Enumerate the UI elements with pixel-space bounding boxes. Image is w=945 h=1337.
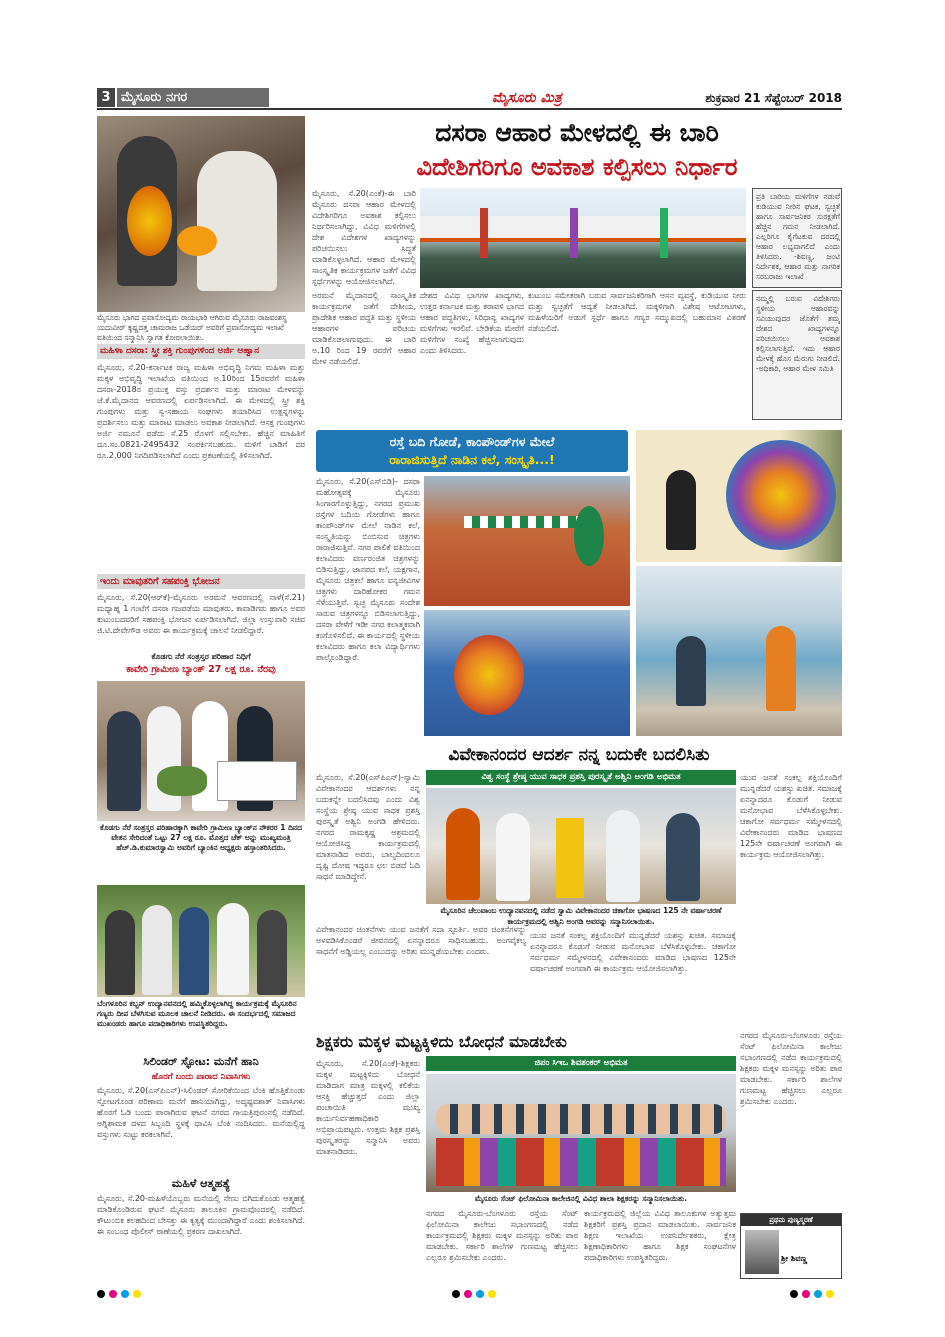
story-8-body-4: ಯುವ ಜನತೆ ಸಂಕಲ್ಪ ಶಕ್ತಿಯೊಂದಿಗೆ ಮುನ್ನಡೆದರೆ ಯಶಸ್ಸು ಖಚಿತ. ಸಮಾಜಕ್ಕೆ ಏನನ್ನಾದರೂ ಕೊಡುಗೆ ನೀಡುವ ಮನೋಭಾವ ಬೆಳೆಸಿಕೊಳ್ಳಬೇಕು. ಚಿಕಾಗೋ ಸರ್ವಧರ್ಮ ಸಮ್ಮೇಳನದಲ್ಲಿ ವಿವೇಕಾನಂದರು ಮಾಡಿದ ಭಾಷಣದ 125ನೇ ವರ್ಷಾಚರಣೆ ಅಂಗವಾಗಿ ಈ ಕಾರ್ಯಕ್ರಮ ಆಯೋಜಿಸಲಾಗಿತ್ತು. — [740, 773, 842, 859]
left-photo-1 — [97, 116, 305, 312]
registration-dot — [790, 1290, 798, 1298]
left-photo-2 — [97, 681, 305, 821]
lead-body-1: ಮೈಸೂರು, ಸೆ.20(ಎಂಕೆ)-ಈ ಬಾರಿ ಮೈಸೂರು ದಸರಾ ಆಹಾರ ಮೇಳದಲ್ಲಿ ವಿದೇಶಿಗರಿಗೂ ಅವಕಾಶ ಕಲ್ಪಿಸಲು ನಿರ್ಧರಿಸಲಾಗಿದ್ದು, ವಿವಿಧ ಮಳಿಗೆಗಳಲ್ಲಿ ದೇಶ ವಿದೇಶಗಳ ಖಾದ್ಯಗಳನ್ನು ಪರಿಚಯಿಸಲು ಸಿದ್ಧತೆ ಮಾಡಿಕೊಳ್ಳಲಾಗಿದೆ. ಆಹಾರ ಮೇಳದಲ್ಲಿ ಸಾಂಸ್ಕೃತಿಕ ಕಾರ್ಯಕ್ರಮಗಳ ಜತೆಗೆ ವಿವಿಧ ಸ್ಪರ್ಧೆಗಳನ್ನು ಆಯೋಜಿಸಲಾಗಿದೆ. — [312, 189, 416, 286]
story-3-body: ಮೈಸೂರು, ಸೆ.20(ಆರ್‌ಕೆ)-ಮೈಸೂರು ಅರಮನೆ ಆವರಣದಲ್ಲಿ ನಾಳೆ(ಸೆ.21) ಮಧ್ಯಾಹ್ನ 1 ಗಂಟೆಗೆ ದಸರಾ ಗಜಪಡೆಯ ಮಾವುತರು, ಕಾವಾಡಿಗರು ಹಾಗೂ ಅವರ ಕುಟುಂಬದವರಿಗೆ ಸಹಪಂಕ್ತಿ ಭೋಜನ ಏರ್ಪಡಿಸಲಾಗಿದೆ. ಜಿಲ್ಲಾ ಉಸ್ತುವಾರಿ ಸಚಿವ ಜಿ.ಟಿ.ದೇವೇಗೌಡ ಅವರು ಈ ಕಾರ್ಯಕ್ರಮಕ್ಕೆ ಚಾಲನೆ ನೀಡಲಿದ್ದಾರೆ. — [97, 593, 305, 635]
story-9-body-1: ಮೈಸೂರು, ಸೆ.20(ಎಂಕೆ)-ಶಿಕ್ಷಕರು ಮಕ್ಕಳ ಮಟ್ಟಕ್ಕಿಳಿದು ಬೋಧನೆ ಮಾಡಿದಾಗ ಮಾತ್ರ ಮಕ್ಕಳಲ್ಲಿ ಕಲಿಕೆಯ ಆಸಕ್ತಿ ಹೆಚ್ಚುತ್ತದೆ ಎಂದು ಜಿಲ್ಲಾ ಪಂಚಾಯಿತಿ ಮುಖ್ಯ ಕಾರ್ಯನಿರ್ವಹಣಾಧಿಕಾರಿ ಅಭಿಪ್ರಾಯಪಟ್ಟರು. ಉತ್ತಮ ಶಿಕ್ಷಕ ಪ್ರಶಸ್ತಿ ಪುರಸ್ಕೃತರನ್ನು ಸನ್ಮಾನಿಸಿ ಅವರು ಮಾತನಾಡಿದರು. — [316, 1059, 420, 1156]
story-9-photo — [426, 1074, 736, 1192]
story-9-subhead: ಜಿಪಂ ಸಿಇಒ ಶಿವಶಂಕರ್ ಅಭಿಮತ — [426, 1056, 736, 1071]
story-5-headline: ಸಿಲಿಂಡರ್ ಸ್ಫೋಟ: ಮನೆಗೆ ಹಾನಿ — [143, 1055, 259, 1068]
story-7-headline-2: ರಾರಾಜಿಸುತ್ತಿದೆ ನಾಡಿನ ಕಲೆ, ಸಂಸ್ಕೃತಿ...! — [389, 452, 555, 467]
story-7-banner — [316, 430, 628, 472]
story-2-headline: ಮಹಿಳಾ ದಸರಾ: ಸ್ತ್ರೀ ಶಕ್ತಿ ಗುಂಪುಗಳಿಂದ ಅರ್ಜಿ ಆಹ್ವಾನ — [97, 344, 305, 359]
story-7-body: ಮೈಸೂರು, ಸೆ.20(ಎಸ್‌ಬಿಡಿ)- ದಸರಾ ಮಹೋತ್ಸವಕ್ಕೆ ಮೈಸೂರು ಸಿಂಗಾರಗೊಳ್ಳುತ್ತಿದ್ದು, ನಗರದ ಪ್ರಮುಖ ರಸ್ತೆಗಳ ಬದಿಯ ಗೋಡೆಗಳು ಹಾಗೂ ಕಾಂಪೌಂಡ್‌ಗಳ ಮೇಲೆ ನಾಡಿನ ಕಲೆ, ಸಂಸ್ಕೃತಿಯನ್ನು ಬಿಂಬಿಸುವ ಚಿತ್ರಗಳು ರಾರಾಜಿಸುತ್ತಿವೆ. ನಗರ ಪಾಲಿಕೆ ವತಿಯಿಂದ ಕಲಾವಿದರು ವರ್ಣರಂಜಿತ ಚಿತ್ರಗಳನ್ನು ಬಿಡಿಸುತ್ತಿದ್ದು, ಜಾನಪದ ಕಲೆ, ಯಕ್ಷಗಾನ, ಮೈಸೂರು ಚಿತ್ರಕಲೆ ಹಾಗೂ ವನ್ಯಜೀವಿಗಳ ಚಿತ್ರಗಳು ದಾರಿಹೋಕರ ಗಮನ ಸೆಳೆಯುತ್ತಿವೆ. ಸ್ವಚ್ಛ ಮೈಸೂರು ಸಂದೇಶ ಸಾರುವ ಚಿತ್ರಗಳನ್ನೂ ಬಿಡಿಸಲಾಗುತ್ತಿದ್ದು, ದಸರಾ ವೇಳೆಗೆ ಇಡೀ ನಗರ ಕಲಾತ್ಮಕವಾಗಿ ಕಂಗೊಳಿಸಲಿದೆ. ಈ ಕಾರ್ಯದಲ್ಲಿ ಸ್ಥಳೀಯ ಕಲಾವಿದರು ಹಾಗೂ ಕಲಾ ವಿದ್ಯಾರ್ಥಿಗಳು ಪಾಲ್ಗೊಂಡಿದ್ದಾರೆ. — [316, 477, 420, 662]
masthead: ಮೈಸೂರು ಮಿತ್ರ — [492, 90, 562, 106]
lead-box-1 — [752, 188, 842, 288]
story-4-caption: ಕೊಡಗು ನೆರೆ ಸಂತ್ರಸ್ತರ ಪರಿಹಾರಕ್ಕಾಗಿ ಕಾವೇರಿ ಗ್ರಾಮೀಣ ಬ್ಯಾಂಕ್‌ನ ನೌಕರರ 1 ದಿನದ ವೇತನ ಸೇರಿದಂತೆ ಒಟ್ಟು 27 ಲಕ್ಷ ರೂ. ಮೊತ್ತದ ಚೆಕ್ ಅನ್ನು ಮುಖ್ಯಮಂತ್ರಿ ಹೆಚ್.ಡಿ.ಕುಮಾರಸ್ವಾಮಿ ಅವರಿಗೆ ಬ್ಯಾಂಕಿನ ಅಧ್ಯಕ್ಷರು ಹಸ್ತಾಂತರಿಸಿದರು. — [100, 823, 302, 852]
story-8-subhead: ವಿಶ್ವ ಸಂಸ್ಥೆ ಶ್ರೇಷ್ಠ ಯುವ ಸಾಧಕ ಪ್ರಶಸ್ತಿ ಪುರಸ್ಕೃತೆ ಅಶ್ವಿನಿ ಅಂಗಡಿ ಅಭಿಮತ — [426, 770, 736, 785]
story-6-body: ಮೈಸೂರು, ಸೆ.20-ಮಹಿಳೆಯೊಬ್ಬರು ಮನೆಯಲ್ಲಿ ನೇಣು ಬಿಗಿದುಕೊಂಡು ಆತ್ಮಹತ್ಯೆ ಮಾಡಿಕೊಂಡಿರುವ ಘಟನೆ ಮೈಸೂರು ತಾಲೂಕಿನ ಗ್ರಾಮವೊಂದರಲ್ಲಿ ನಡೆದಿದೆ. ಕೌಟುಂಬಿಕ ಕಲಹದಿಂದ ಬೇಸತ್ತು ಈ ಕೃತ್ಯಕ್ಕೆ ಮುಂದಾಗಿದ್ದಾರೆ ಎಂದು ಶಂಕಿಸಲಾಗಿದೆ. ಈ ಸಂಬಂಧ ಪೊಲೀಸ್ ಠಾಣೆಯಲ್ಲಿ ಪ್ರಕರಣ ದಾಖಲಾಗಿದೆ. — [97, 1194, 305, 1236]
story-4-kicker: ಕೊಡಗು ನೆರೆ ಸಂತ್ರಸ್ತರ ಪರಿಹಾರ ನಿಧಿಗೆ — [151, 652, 251, 661]
lead-body-3: ದೇಶದ ವಿವಿಧ ಭಾಗಗಳ ಖಾದ್ಯಗಳು, ಉತ್ತರ ಕರ್ನಾಟಕ ಮತ್ತು ಕರಾವಳಿ ಭಾಗದ ಆಹಾರ ಪದ್ಧತಿಗಳು, ಸಿರಿಧಾನ್ಯ ಖಾದ್ಯಗಳ ಮಳಿಗೆಗಳು ಇರಲಿವೆ. ಬೇಡಿಕೆಯ ಮೇರೆಗೆ ಮಳಿಗೆಗಳ ಸಂಖ್ಯೆ ಹೆಚ್ಚಿಸಲಾಗುವುದು ಎಂದು ತಿಳಿಸಿದರು. — [420, 291, 524, 355]
page-number-badge — [97, 88, 115, 107]
page-number: 3 — [101, 90, 111, 105]
lead-body-4: ಕುಟುಂಬ ಸಮೇತರಾಗಿ ಬರುವ ಸಾರ್ವಜನಿಕರಿಗಾಗಿ ಆಸನ ವ್ಯವಸ್ಥೆ, ಕುಡಿಯುವ ನೀರು ಮತ್ತು ಸ್ವಚ್ಛತೆಗೆ ಆದ್ಯತೆ ನೀಡಲಾಗಿದೆ. ಮಕ್ಕಳಿಗಾಗಿ ವಿಶೇಷ ಆಟೋಟಗಳು, ಮಹಿಳೆಯರಿಗೆ ಅಡುಗೆ ಸ್ಪರ್ಧೆ ಹಾಗೂ ಗಣ್ಯರ ಸಮ್ಮುಖದಲ್ಲಿ ಬಹುಮಾನ ವಿತರಣೆ ನಡೆಯಲಿದೆ. — [528, 291, 746, 333]
registration-marks-bottom-left — [97, 1290, 157, 1300]
wall-art-photo-3 — [424, 610, 630, 736]
registration-dot — [802, 1290, 810, 1298]
left-photo-1-caption: ಮೈಸೂರು ಭಾಗದ ಪ್ರವಾಸೋದ್ಯಮ ರಾಯಭಾರಿ ಆಗಿರುವ ಮೈಸೂರು ರಾಜವಂಶಸ್ಥ ಯದುವೀರ್ ಕೃಷ್ಣದತ್ತ ಚಾಮರಾಜ ಒಡೆಯರ್ ಅವರಿಗೆ ಪ್ರವಾಸೋದ್ಯಮ ಇಲಾಖೆ ವತಿಯಿಂದ ಸನ್ಮಾನಿಸಿ ಸ್ವಾಗತ ಕೋರಲಾಯಿತು. — [97, 313, 287, 342]
obituary-title: ಪ್ರಥಮ ಪುಣ್ಯಸ್ಮರಣೆ — [741, 1214, 841, 1226]
left-photo-3-caption: ಬೆಂಗಳೂರಿನ ಕಬ್ಬನ್ ಉದ್ಯಾನವನದಲ್ಲಿ ಹಮ್ಮಿಕೊಳ್ಳಲಾಗಿದ್ದ ಕಾರ್ಯಕ್ರಮಕ್ಕೆ ಮೈಸೂರಿನ ಗಣ್ಯರು ದೀಪ ಬೆಳಗಿಸುವ ಮೂಲಕ ಚಾಲನೆ ನೀಡಿದರು. ಈ ಸಂದರ್ಭದಲ್ಲಿ ಸಮಾಜದ ಮುಖಂಡರು ಹಾಗೂ ಪದಾಧಿಕಾರಿಗಳು ಉಪಸ್ಥಿತರಿದ್ದರು. — [97, 999, 297, 1028]
lead-body-2: ಅರಮನೆ ಮೈದಾನದಲ್ಲಿ ಸಾಂಸ್ಕೃತಿಕ ಕಾರ್ಯಕ್ರಮಗಳ ಜತೆಗೆ ದೇಶೀಯ, ಪ್ರಾದೇಶಿಕ ಆಹಾರ ಪದ್ಧತಿ ಮತ್ತು ಸ್ಥಳೀಯ ಆಹಾರಗಳ ಪರಿಚಯ ಮಾಡಿಕೊಡಲಾಗುವುದು. ಈ ಬಾರಿ ಅ.10 ರಿಂದ 19 ರವರೆಗೆ ಆಹಾರ ಮೇಳ ನಡೆಯಲಿದೆ. — [312, 291, 416, 366]
registration-dot — [121, 1290, 129, 1298]
left-photo-3 — [97, 885, 305, 997]
obituary-box — [740, 1213, 842, 1279]
story-8-photo — [426, 788, 736, 904]
story-8-body-2: ವಿವೇಕಾನಂದರ ಚಿಂತನೆಗಳು ಯುವ ಜನತೆಗೆ ಸದಾ ಸ್ಫೂರ್ತಿ. ಅವರ ಚಿಂತನೆಗಳನ್ನು ಅಳವಡಿಸಿಕೊಂಡರೆ ಜೀವನದಲ್ಲಿ ಏನನ್ನಾದರೂ ಸಾಧಿಸಬಹುದು. ಅಂಗವೈಕಲ್ಯ ಸಾಧನೆಗೆ ಅಡ್ಡಿಯಲ್ಲ ಎಂಬುದನ್ನು ಅರಿತು ಮುನ್ನಡೆಯಬೇಕು ಎಂದರು. — [316, 925, 526, 956]
registration-dot — [452, 1290, 460, 1298]
story-9-caption: ಮೈಸೂರು ಸೆಂಟ್ ಫಿಲೋಮಿನಾ ಕಾಲೇಜಿನಲ್ಲಿ ವಿವಿಧ ಶಾಲಾ ಶಿಕ್ಷಕರನ್ನು ಸನ್ಮಾನಿಸಲಾಯಿತು. — [474, 1194, 688, 1203]
registration-dot — [109, 1290, 117, 1298]
registration-dot — [488, 1290, 496, 1298]
story-3-headline: ಇಂದು ಮಾವುತರಿಗೆ ಸಹಪಂಕ್ತಿ ಭೋಜನ — [97, 574, 305, 589]
story-7-headline: ರಸ್ತೆ ಬದಿ ಗೋಡೆ, ಕಾಂಪೌಂಡ್‌ಗಳ ಮೇಲೆ — [389, 434, 555, 449]
story-8-headline: ವಿವೇಕಾನಂದರ ಆದರ್ಶ ನನ್ನ ಬದುಕೇ ಬದಲಿಸಿತು — [448, 745, 710, 765]
registration-dot — [814, 1290, 822, 1298]
story-2-body: ಮೈಸೂರು, ಸೆ.20-ಕರ್ನಾಟಕ ರಾಜ್ಯ ಮಹಿಳಾ ಅಭಿವೃದ್ಧಿ ನಿಗಮ ಮಹಿಳಾ ಮತ್ತು ಮಕ್ಕಳ ಅಭಿವೃದ್ಧಿ ಇಲಾಖೆಯ ವತಿಯಿಂದ ಅ.10ರಿಂದ 15ರವರೆಗೆ ಮಹಿಳಾ ದಸರಾ-2018ರ ಪ್ರಯುಕ್ತ ವಸ್ತು ಪ್ರದರ್ಶನ ಮತ್ತು ಮಾರಾಟ ಮೇಳವನ್ನು ಜೆ.ಕೆ.ಮೈದಾನದ ಆವರಣದಲ್ಲಿ ಏರ್ಪಡಿಸಲಾಗಿದೆ. ಈ ಮೇಳದಲ್ಲಿ ಸ್ತ್ರೀ ಶಕ್ತಿ ಗುಂಪುಗಳು ಮತ್ತು ಸ್ವ-ಸಹಾಯ ಸಂಘಗಳು ತಯಾರಿಸಿದ ಉತ್ಪನ್ನಗಳನ್ನು ಪ್ರದರ್ಶಿಸಲು ಮತ್ತು ಮಾರಾಟ ಮಾಡಲು ಅವಕಾಶ ನೀಡಲಾಗಿದೆ. ಆಸಕ್ತ ಗುಂಪುಗಳು ಅರ್ಜಿ ನಮೂನೆ ಪಡೆದು ಸೆ.25 ರೊಳಗೆ ಸಲ್ಲಿಸಬೇಕು. ಹೆಚ್ಚಿನ ಮಾಹಿತಿಗೆ ದೂ.ಸಂ.0821-2495432 ಸಂಪರ್ಕಿಸಬಹುದು. ಮಳಿಗೆ ಬಾಡಿಗೆ ದರ ರೂ.2,000 ನಿಗದಿಪಡಿಸಲಾಗಿದೆ ಎಂದು ಪ್ರಕಟಣೆಯಲ್ಲಿ ತಿಳಿಸಲಾಗಿದೆ. — [97, 363, 305, 460]
page-header — [97, 86, 842, 110]
story-4-headline: ಕಾವೇರಿ ಗ್ರಾಮೀಣ ಬ್ಯಾಂಕ್ 27 ಲಕ್ಷ ರೂ. ನೆರವು — [126, 664, 276, 675]
registration-marks-bottom-right — [790, 1290, 850, 1300]
registration-dot — [476, 1290, 484, 1298]
story-9-body-2: ನಗರದ ಮೈಸೂರು-ಬೆಂಗಳೂರು ರಸ್ತೆಯ ಸೆಂಟ್ ಫಿಲೋಮಿನಾ ಕಾಲೇಜು ಸಭಾಂಗಣದಲ್ಲಿ ನಡೆದ ಕಾರ್ಯಕ್ರಮದಲ್ಲಿ ಶಿಕ್ಷಕರು ಮಕ್ಕಳ ಮನಸ್ಸನ್ನು ಅರಿತು ಪಾಠ ಮಾಡಬೇಕು. ಸರ್ಕಾರಿ ಶಾಲೆಗಳ ಗುಣಮಟ್ಟ ಹೆಚ್ಚಿಸಲು ಎಲ್ಲರೂ ಶ್ರಮಿಸಬೇಕು ಎಂದರು. — [426, 1209, 578, 1262]
registration-dot — [133, 1290, 141, 1298]
wall-art-photo-1 — [636, 430, 842, 562]
registration-dot — [826, 1290, 834, 1298]
story-8-caption: ಮೈಸೂರಿನ ಚೆಲುವಾಂಬ ಉದ್ಯಾನವನದಲ್ಲಿ ನಡೆದ ಸ್ವಾಮಿ ವಿವೇಕಾನಂದರ ಚಿಕಾಗೋ ಭಾಷಣದ 125 ನೇ ವರ್ಷಾಚರಣೆ ಕಾರ್ಯಕ್ರಮದಲ್ಲಿ ಅಶ್ವಿನಿ ಅಂಗಡಿ ಅವರನ್ನು ಸನ್ಮಾನಿಸಲಾಯಿತು. — [440, 906, 722, 926]
wall-art-photo-2 — [424, 476, 630, 606]
story-8-body-1: ಮೈಸೂರು, ಸೆ.20(ಎಸ್‌ಪಿಎನ್)-ಸ್ವಾಮಿ ವಿವೇಕಾನಂದರ ಆದರ್ಶಗಳು ನನ್ನ ಬದುಕನ್ನೇ ಬದಲಿಸಿದವು ಎಂದು ವಿಶ್ವ ಸಂಸ್ಥೆಯ ಶ್ರೇಷ್ಠ ಯುವ ಸಾಧಕ ಪ್ರಶಸ್ತಿ ಪುರಸ್ಕೃತೆ ಅಶ್ವಿನಿ ಅಂಗಡಿ ಹೇಳಿದರು. ನಗರದ ರಾಮಕೃಷ್ಣ ಆಶ್ರಮದಲ್ಲಿ ಆಯೋಜಿಸಿದ್ದ ಕಾರ್ಯಕ್ರಮದಲ್ಲಿ ಮಾತನಾಡಿದ ಅವರು, ಬಾಲ್ಯದಿಂದಲೂ ದೃಷ್ಟಿ ದೋಷ ಇದ್ದರೂ ಛಲ ಬಿಡದೆ ಓದಿ ಸಾಧನೆ ಮಾಡಿದ್ದೇನೆ. — [316, 773, 420, 881]
story-9-headline: ಶಿಕ್ಷಕರು ಮಕ್ಕಳ ಮಟ್ಟಕ್ಕಿಳಿದು ಬೋಧನೆ ಮಾಡಬೇಕು — [316, 1033, 567, 1051]
registration-dot — [97, 1290, 105, 1298]
wall-art-photo-4 — [636, 566, 842, 736]
obituary-photo — [745, 1230, 779, 1274]
story-5-subhead: ಹೊರಗೆ ಬಂದು ಪಾರಾದ ನಿವಾಸಿಗಳು — [151, 1072, 251, 1082]
story-8-body-3: ಯುವ ಜನತೆ ಸಂಕಲ್ಪ ಶಕ್ತಿಯೊಂದಿಗೆ ಮುನ್ನಡೆದರೆ ಯಶಸ್ಸು ಖಚಿತ. ಸಮಾಜಕ್ಕೆ ಏನನ್ನಾದರೂ ಕೊಡುಗೆ ನೀಡುವ ಮನೋಭಾವ ಬೆಳೆಸಿಕೊಳ್ಳಬೇಕು. ಚಿಕಾಗೋ ಸರ್ವಧರ್ಮ ಸಮ್ಮೇಳನದಲ್ಲಿ ವಿವೇಕಾನಂದರು ಮಾಡಿದ ಭಾಷಣದ 125ನೇ ವರ್ಷಾಚರಣೆ ಅಂಗವಾಗಿ ಈ ಕಾರ್ಯಕ್ರಮ ಆಯೋಜಿಸಲಾಗಿತ್ತು. — [530, 931, 736, 973]
lead-box-1-text: ಪ್ರತಿ ಬಾರಿಯ ಮಳಿಗೆಗಳ ನಡುವೆ ಕುಡಿಯುವ ನೀರಿನ ಘಟಕ, ಸ್ವಚ್ಛತೆ ಹಾಗೂ ಸಾರ್ವಜನಿಕರ ಸುರಕ್ಷತೆಗೆ ಹೆಚ್ಚಿನ ಗಮನ ನೀಡಲಾಗಿದೆ. ಎಲ್ಲರಿಗೂ ಕೈಗೆಟಕುವ ದರದಲ್ಲಿ ಆಹಾರ ಲಭ್ಯವಾಗಲಿದೆ ಎಂದು ತಿಳಿಸಿದರು. -ಶಿವಣ್ಣ, ಜಂಟಿ ನಿರ್ದೇಶಕ, ಆಹಾರ ಮತ್ತು ನಾಗರಿಕ ಸರಬರಾಜು ಇಲಾಖೆ — [756, 192, 840, 281]
story-6-headline: ಮಹಿಳೆ ಆತ್ಮಹತ್ಯೆ — [171, 1177, 231, 1190]
lead-box-2 — [752, 290, 842, 420]
page-date: ಶುಕ್ರವಾರ 21 ಸೆಪ್ಟೆಂಬರ್ 2018 — [705, 91, 842, 105]
story-9-body-4: ನಗರದ ಮೈಸೂರು-ಬೆಂಗಳೂರು ರಸ್ತೆಯ ಸೆಂಟ್ ಫಿಲೋಮಿನಾ ಕಾಲೇಜು ಸಭಾಂಗಣದಲ್ಲಿ ನಡೆದ ಕಾರ್ಯಕ್ರಮದಲ್ಲಿ ಶಿಕ್ಷಕರು ಮಕ್ಕಳ ಮನಸ್ಸನ್ನು ಅರಿತು ಪಾಠ ಮಾಡಬೇಕು. ಸರ್ಕಾರಿ ಶಾಲೆಗಳ ಗುಣಮಟ್ಟ ಹೆಚ್ಚಿಸಲು ಎಲ್ಲರೂ ಶ್ರಮಿಸಬೇಕು ಎಂದರು. — [740, 1031, 842, 1106]
obituary-name: ಶ್ರೀ ಶಿವಣ್ಣ — [781, 1254, 808, 1263]
lead-headline-1: ದಸರಾ ಆಹಾರ ಮೇಳದಲ್ಲಿ ಈ ಬಾರಿ — [435, 118, 719, 147]
lead-box-2-text: ನಮ್ಮಲ್ಲಿ ಬರುವ ವಿದೇಶಿಗರು ಸ್ಥಳೀಯ ಆಹಾರವನ್ನು ಸವಿಯುವುದರ ಜೊತೆಗೆ ತಮ್ಮ ದೇಶದ ಖಾದ್ಯಗಳನ್ನೂ ಪರಿಚಯಿಸಲು ಅವಕಾಶ ಕಲ್ಪಿಸಲಾಗುತ್ತಿದೆ. ಇದು ಆಹಾರ ಮೇಳಕ್ಕೆ ಹೊಸ ಮೆರುಗು ನೀಡಲಿದೆ. -ಅಧಿಕಾರಿ, ಆಹಾರ ಮೇಳ ಸಮಿತಿ — [756, 294, 840, 373]
registration-dot — [464, 1290, 472, 1298]
story-9-body-3: ಕಾರ್ಯಕ್ರಮದಲ್ಲಿ ಜಿಲ್ಲೆಯ ವಿವಿಧ ತಾಲೂಕುಗಳ ಅತ್ಯುತ್ತಮ ಶಿಕ್ಷಕರಿಗೆ ಪ್ರಶಸ್ತಿ ಪ್ರದಾನ ಮಾಡಲಾಯಿತು. ಸಾರ್ವಜನಿಕ ಶಿಕ್ಷಣ ಇಲಾಖೆಯ ಉಪನಿರ್ದೇಶಕರು, ಕ್ಷೇತ್ರ ಶಿಕ್ಷಣಾಧಿಕಾರಿಗಳು ಹಾಗೂ ಶಿಕ್ಷಕ ಸಂಘಟನೆಗಳ ಪದಾಧಿಕಾರಿಗಳು ಉಪಸ್ಥಿತರಿದ್ದರು. — [584, 1209, 736, 1262]
section-name: ಮೈಸೂರು ನಗರ — [117, 88, 269, 107]
registration-marks-bottom-center — [452, 1290, 512, 1300]
lead-headline-2: ವಿದೇಶಿಗರಿಗೂ ಅವಕಾಶ ಕಲ್ಪಿಸಲು ನಿರ್ಧಾರ — [416, 153, 738, 181]
story-5-body: ಮೈಸೂರು, ಸೆ.20(ಎಸ್‌ಪಿಎನ್)-ಸಿಲಿಂಡರ್ ಸೋರಿಕೆಯಿಂದ ಬೆಂಕಿ ಹೊತ್ತಿಕೊಂಡು ಸ್ಫೋಟಗೊಂಡ ಪರಿಣಾಮ ಮನೆಗೆ ಹಾನಿಯಾಗಿದ್ದು, ಅದೃಷ್ಟವಶಾತ್ ನಿವಾಸಿಗಳು ಹೊರಗೆ ಓಡಿ ಬಂದು ಪಾರಾಗಿರುವ ಘಟನೆ ನಗರದ ಗಾಯತ್ರಿಪುರಂನಲ್ಲಿ ನಡೆದಿದೆ. ಅಗ್ನಿಶಾಮಕ ದಳದ ಸಿಬ್ಬಂದಿ ಸ್ಥಳಕ್ಕೆ ಧಾವಿಸಿ ಬೆಂಕಿ ನಂದಿಸಿದರು. ಮನೆಯಲ್ಲಿದ್ದ ವಸ್ತುಗಳು ಸುಟ್ಟು ಕರಕಲಾಗಿವೆ. — [97, 1086, 305, 1139]
lead-photo — [420, 188, 746, 288]
